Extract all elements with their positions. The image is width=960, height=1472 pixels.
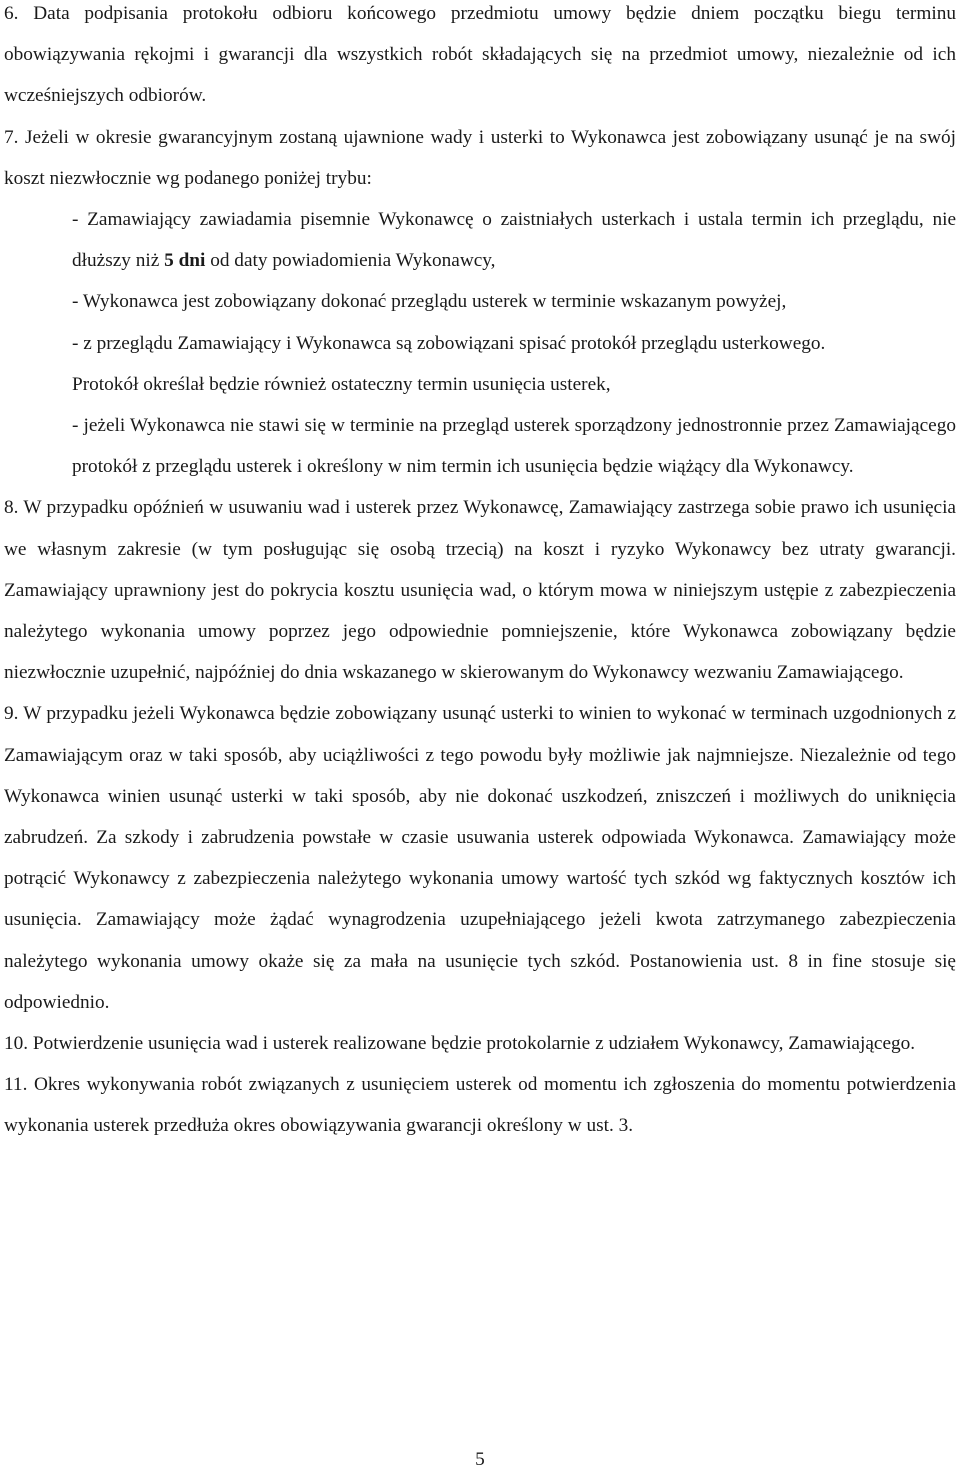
- paragraph-7-item-3: - z przeglądu Zamawiający i Wykonawca są zobowiązani spisać protokół przeglądu usterkowego.: [72, 332, 826, 354]
- paragraph-7-item-5: - jeżeli Wykonawca nie stawi się w terminie na przegląd usterek sporządzony jednostronnie przez Zamawiającego protokół z przeglądu usterek i określony w nim termin ich usunięcia będzie wiążący dla Wykonawcy.: [72, 415, 956, 478]
- paragraph-11: 11. Okres wykonywania robót związanych z usunięciem usterek od momentu ich zgłoszenia do momentu potwierdzenia wykonania usterek przedłuża okres obowiązywania gwarancji określony w ust. 3.: [4, 1074, 956, 1137]
- deadline-days: 5 dni: [164, 250, 206, 272]
- paragraph-9: 9. W przypadku jeżeli Wykonawca będzie zobowiązany usunąć usterki to winien to wykonać w terminach uzgodnionych z Zamawiającym oraz w taki sposób, aby uciążliwości z tego powodu były możliwie jak najmniejsze. Niezależnie od tego Wykonawca winien usunąć usterki w taki sposób, aby nie dokonać uszkodzeń, zniszczeń i możliwych do uniknięcia zabrudzeń. Za szkody i zabrudzenia powstałe w czasie usuwania usterek odpowiada Wykonawca. Zamawiający może potrącić Wykonawcy z zabezpieczenia należytego wykonania umowy wartość tych szkód wg faktycznych kosztów ich usunięcia. Zamawiający może żądać wynagrodzenia uzupełniającego jeżeli kwota zatrzymanego zabezpieczenia należytego wykonania umowy okaże się za mała na usunięcie tych szkód. Postanowienia ust. 8 in fine stosuje się odpowiednio.: [4, 703, 956, 1013]
- item-1-text-end: od daty powiadomienia Wykonawcy,: [205, 250, 496, 272]
- paragraph-8: 8. W przypadku opóźnień w usuwaniu wad i usterek przez Wykonawcę, Zamawiający zastrzega sobie prawo ich usunięcia we własnym zakresie (w tym posługując się osobą trzecią) na koszt i ryzyko Wykonawcy bez utraty gwarancji. Zamawiający uprawniony jest do pokrycia kosztu usunięcia wad, o którym mowa w niniejszym ustępie z zabezpieczenia należytego wykonania umowy poprzez jego odpowiednie pomniejszenie, które Wykonawca zobowiązany będzie niezwłocznie uzupełnić, najpóźniej do dnia wskazanego w skierowanym do Wykonawcy wezwaniu Zamawiającego.: [4, 497, 956, 684]
- page-number: 5: [475, 1449, 485, 1470]
- paragraph-7: 7. Jeżeli w okresie gwarancyjnym zostaną ujawnione wady i usterki to Wykonawca jest zobowiązany usunąć je na swój koszt niezwłocznie wg podanego poniżej trybu:: [4, 126, 956, 189]
- item-1-text: - Zamawiający zawiadamia pisemnie Wykonawcę o zaistniałych usterkach i ustala termin ich przeglądu, nie dłuższy niż: [72, 209, 956, 272]
- document-body: [4, 0, 956, 1147]
- paragraph-7-item-4: Protokół określał będzie również ostateczny termin usunięcia usterek,: [72, 373, 611, 395]
- paragraph-7-item-1: [4, 199, 956, 281]
- paragraph-10: 10. Potwierdzenie usunięcia wad i usterek realizowane będzie protokolarnie z udziałem Wykonawcy, Zamawiającego.: [4, 1033, 916, 1055]
- paragraph-6: 6. Data podpisania protokołu odbioru końcowego przedmiotu umowy będzie dniem początku biegu terminu obowiązywania rękojmi i gwarancji dla wszystkich robót składających się na przedmiot umowy, niezależnie od ich wcześniejszych odbiorów.: [4, 3, 956, 107]
- paragraph-7-item-2: - Wykonawca jest zobowiązany dokonać przeglądu usterek w terminie wskazanym powyżej,: [72, 291, 787, 313]
